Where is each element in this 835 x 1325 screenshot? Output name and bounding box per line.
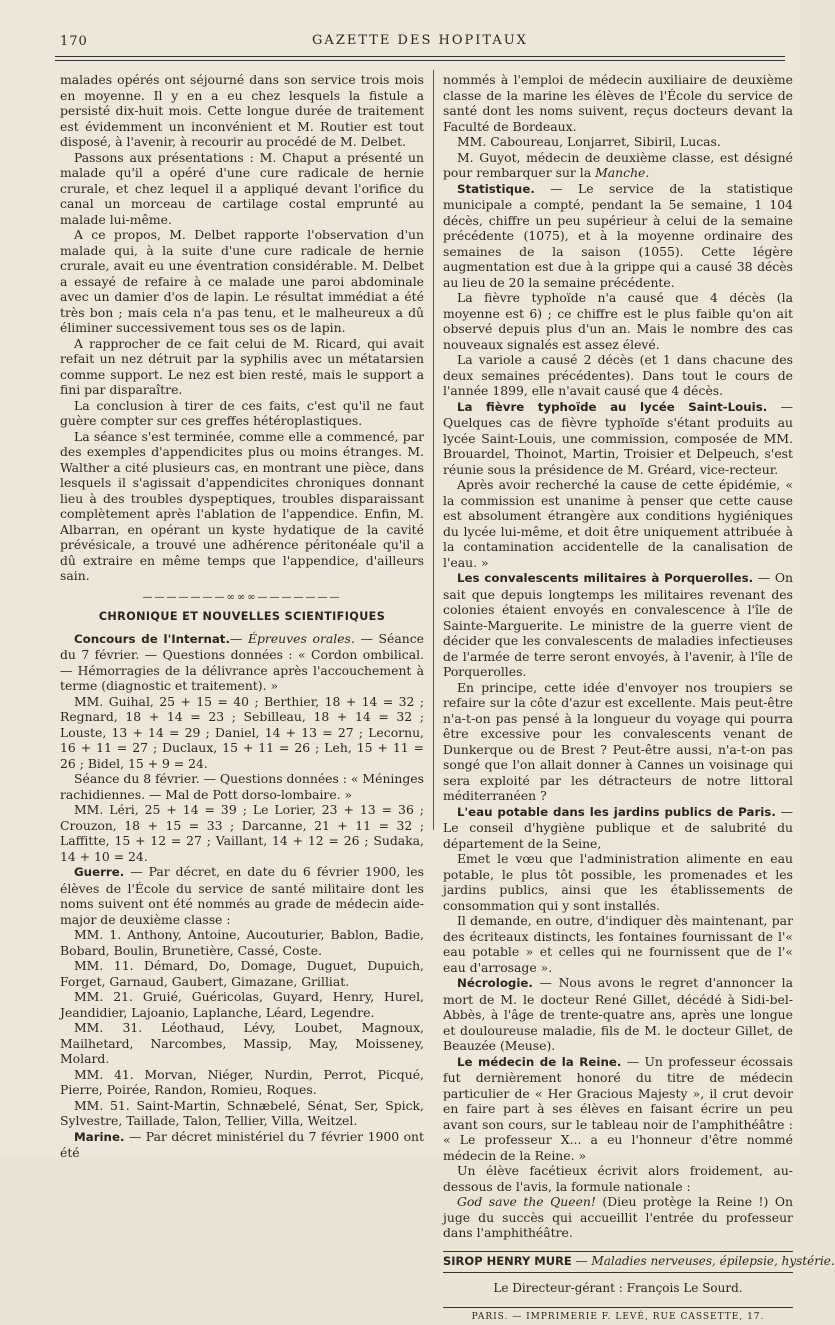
name-list: MM. 11. Démard, Do, Domage, Duguet, Dupuich, Forget, Garnaud, Gaubert, Gimazane, Grilliat. <box>60 958 424 989</box>
ad-brand: SIROP HENRY MURE <box>443 1254 572 1268</box>
ad-text: — Maladies nerveuses, épilepsie, hystérie. <box>576 1254 835 1268</box>
news-item-reine <box>443 1054 793 1164</box>
director-signature: Le Directeur-gérant : François Le Sourd. <box>443 1281 793 1297</box>
paragraph: En principe, cette idée d'envoyer nos troupiers se refaire sur la côte d'azur est excellente. Mais peut-être n'a-t-on pas pensé à la longueur du voyage qui pourra être excessive pour les convalescents venant de Dunkerque ou de Brest ? Peut-être aussi, n'a-t-on pas songé que l'on allait donner à Cannes un voisinage qui sera exploité par les détracteurs de notre littoral méditerranéen ? <box>443 680 793 804</box>
item-text: — Par décret, en date du 6 février 1900, les élèves de l'École du service de santé militaire dont les noms suivent ont été nommés au grade de médecin aide-major de deuxième classe : <box>60 864 424 927</box>
news-item-statistique <box>443 181 793 291</box>
item-emphasis: Épreuves orales. <box>248 631 355 646</box>
paragraph: nommés à l'emploi de médecin auxiliaire de deuxième classe de la marine les élèves de l'École du service de santé dont les noms suivent, reçus docteurs devant la Faculté de Bordeaux. <box>443 72 793 134</box>
quote-emphasis: God save the Queen! <box>457 1194 596 1209</box>
paragraph: La fièvre typhoïde n'a causé que 4 décès (la moyenne est 6) ; ce chiffre est le plus faible qu'on ait observé depuis plus d'un an. Mais le nombre des cas nouveaux signalés est assez élevé. <box>443 290 793 352</box>
item-lead: L'eau potable dans les jardins publics de Paris. <box>457 805 776 819</box>
paragraph: malades opérés ont séjourné dans son service trois mois en moyenne. Il y en a eu chez lesquels la fistule a persisté dix-huit mois. Cette longue durée de traitement est évidemment un inconvénient et M. Routier est tout disposé, à l'avenir, à recourir au procédé de M. Delbet. <box>60 72 424 150</box>
paragraph <box>443 1194 793 1241</box>
running-title: GAZETTE DES HOPITAUX <box>55 33 785 48</box>
item-text: — Par décret ministériel du 7 février 1900 ont été <box>60 1129 424 1161</box>
advertisement <box>443 1251 793 1274</box>
name-list: MM. 41. Morvan, Niéger, Nurdin, Perrot, Picqué, Pierre, Poirée, Randon, Romieu, Roques. <box>60 1067 424 1098</box>
item-lead: La fièvre typhoïde au lycée Saint-Louis. <box>457 400 767 414</box>
news-item-necrologie <box>443 975 793 1054</box>
name-list: MM. 1. Anthony, Antoine, Aucouturier, Bablon, Badie, Bobard, Boulin, Brunetière, Cassé, Coste. <box>60 927 424 958</box>
paragraph: La variole a causé 2 décès (et 1 dans chacune des deux semaines précédentes). Dans tout le cours de l'année 1899, elle n'avait causé que 4 décès. <box>443 352 793 399</box>
ornament-separator: ———————∞∞∞——————— <box>60 590 424 606</box>
item-lead: Le médecin de la Reine. <box>457 1055 621 1069</box>
item-text: — Séance du 7 février. — Questions données : « Cordon ombilical. — Hémorragies de la délivrance après l'accouchement à terme (diagnostic et traitement). » <box>60 631 424 694</box>
paragraph <box>443 150 793 181</box>
name-list: MM. 21. Gruié, Guéricolas, Guyard, Henry, Hurel, Jeandidier, Lajoanio, Laplanche, Léard, Legendre. <box>60 989 424 1020</box>
column-divider <box>433 70 434 830</box>
paragraph: A rapprocher de ce fait celui de M. Ricard, qui avait refait un nez détruit par la syphilis avec un métatarsien comme support. Le nez est bien resté, mais le support a fini par disparaître. <box>60 336 424 398</box>
paragraph: MM. Caboureau, Lonjarret, Sibiril, Lucas. <box>443 134 793 150</box>
section-title: CHRONIQUE ET NOUVELLES SCIENTIFIQUES <box>60 609 424 625</box>
item-text: — Un professeur écossais fut dernièrement honoré du titre de médecin particulier de « Her Gracious Majesty », il crut devoir en faire part à ses élèves en faisant écrire un peu avant son cours, sur le tableau noir de l'amphithéâtre : « Le professeur X... a eu l'honneur d'être nommé médecin de la Reine. » <box>443 1054 793 1163</box>
paragraph: Emet le vœu que l'administration alimente en eau potable, le plus tôt possible, les promenades et les jardins publics, ainsi que les établissements de consommation qui y sont installés. <box>443 851 793 913</box>
paragraph: Un élève facétieux écrivit alors froidement, au-dessous de l'avis, la formule nationale : <box>443 1163 793 1194</box>
item-text: — Quelques cas de fièvre typhoïde s'étant produits au lycée Saint-Louis, une commission, composée de MM. Brouardel, Thoinot, Martin, Troisier et Delpeuch, s'est réunie sous la présidence de M. Gréard, vice-recteur. <box>443 399 793 477</box>
paragraph: Séance du 8 février. — Questions données : « Méninges rachidiennes. — Mal de Pott dorso-lombaire. » <box>60 771 424 802</box>
printer-imprint: PARIS. — IMPRIMERIE F. LEVÉ, RUE CASSETTE, 17. <box>443 1307 793 1325</box>
item-lead: Guerre. <box>74 865 124 879</box>
news-item-lycee <box>443 399 793 478</box>
header-rule <box>55 56 785 57</box>
item-text: — Le conseil d'hygiène publique et de salubrité du département de la Seine, <box>443 804 793 851</box>
news-item-eau-potable <box>443 804 793 852</box>
item-text: — Le service de la statistique municipale a compté, pendant la 5e semaine, 1 104 décès, chiffre un peu supérieur à celui de la semaine précédente (1075), et à la moyenne ordinaire des semaines de la saison (1055). Cette légère augmentation est due à la grippe qui a causé 38 décès au lieu de 20 la semaine précédente. <box>443 181 793 290</box>
item-text: — On sait que depuis longtemps les militaires revenant des colonies étaient envoyés en convalescence à l'île de Sainte-Marguerite. Le ministre de la guerre vient de décider que les convalescents de maladies infectieuses de l'armée de terre seront envoyés, à l'avenir, à l'île de Porquerolles. <box>443 570 793 679</box>
news-item-marine <box>60 1129 424 1161</box>
item-lead: Les convalescents militaires à Porquerolles. <box>457 571 753 585</box>
item-lead: Statistique. <box>457 182 535 196</box>
paragraph: Il demande, en outre, d'indiquer dès maintenant, par des écriteaux distincts, les fontaines fournissant de l'« eau potable » et celles qui ne fournissent que de l'« eau d'arrosage ». <box>443 913 793 975</box>
name-list: MM. 31. Léothaud, Lévy, Loubet, Magnoux, Mailhetard, Narcombes, Massip, May, Moisseney, Molard. <box>60 1020 424 1067</box>
paragraph: La séance s'est terminée, comme elle a commencé, par des exemples d'appendicites plus ou moins étranges. M. Walther a cité plusieurs cas, en montrant une pièce, dans lesquels il s'agissait d'appendicites chroniques donnant lieu à des troubles dyspeptiques, troubles disparaissant complètement après l'ablation de l'appendice. Enfin, M. Albarran, en opérant un kyste hydatique de la cavité prévésicale, a trouvé une adhérence péritonéale qu'il a dû extraire en même temps que l'appendice, d'ailleurs sain. <box>60 429 424 584</box>
name-list: MM. 51. Saint-Martin, Schnæbelé, Sénat, Ser, Spick, Sylvestre, Taillade, Talon, Tellier, Villa, Weitzel. <box>60 1098 424 1129</box>
paragraph: A ce propos, M. Delbet rapporte l'observation d'un malade qui, à la suite d'une cure radicale de hernie crurale, avait eu une éventration considérable. M. Delbet a essayé de refaire à ce malade une paroi abdominale avec un damier d'os de lapin. Le résultat immédiat a été très bon ; mais cela n'a pas tenu, et le malheureux a dû éliminer successivement tous ses os de lapin. <box>60 227 424 336</box>
page-number: 170 <box>60 34 88 49</box>
item-lead: Marine. <box>74 1130 124 1144</box>
news-item-convalescents <box>443 570 793 680</box>
item-lead: Concours de l'Internat. <box>74 632 230 646</box>
paragraph: Passons aux présentations : M. Chaput a présenté un malade qu'il a opéré d'une cure radicale de hernie crurale, et chez lequel il a appliqué devant l'orifice du canal un morceau de cartilage costal emprunté au malade lui-même. <box>60 150 424 228</box>
text-run: M. Guyot, médecin de deuxième classe, est désigné pour rembarquer sur la <box>443 150 793 181</box>
paragraph: Après avoir recherché la cause de cette épidémie, « la commission est unanime à penser que cette cause est absolument étrangère aux conditions hygiéniques du lycée lui-même, et doit être uniquement attribuée à la contamination accidentelle de la canalisation de l'eau. » <box>443 477 793 570</box>
left-column <box>60 72 424 1161</box>
news-item-guerre <box>60 864 424 927</box>
score-list: MM. Léri, 25 + 14 = 39 ; Le Lorier, 23 + 13 = 36 ; Crouzon, 18 + 15 = 33 ; Darcanne, 21 + 11 = 32 ; Laffitte, 15 + 12 = 27 ; Vaillant, 14 + 12 = 26 ; Sudaka, 14 + 10 = 24. <box>60 802 424 864</box>
ship-name: Manche. <box>595 165 649 180</box>
news-item-internat: Concours de l'Internat.— Épreuves orales. — Séance du 7 février. — Questions données : « Cordon ombilical. — Hémorragies de la délivrance après l'accouchement à terme (diagnostic et traitement). » <box>60 631 424 694</box>
score-list: MM. Guihal, 25 + 15 = 40 ; Berthier, 18 + 14 = 32 ; Regnard, 18 + 14 = 23 ; Sebilleau, 18 + 14 = 32 ; Louste, 13 + 14 = 29 ; Daniel, 14 + 13 = 27 ; Lecornu, 16 + 11 = 27 ; Duclaux, 15 + 11 = 26 ; Leh, 15 + 11 = 26 ; Bidel, 15 + 9 = 24. <box>60 694 424 772</box>
page-header <box>55 30 785 52</box>
header-rule-thin <box>55 60 785 61</box>
text-run: (Dieu protège la Reine !) On juge du succès qui accueillit l'entrée du professeur dans l'amphithéâtre. <box>443 1194 793 1240</box>
item-lead: Nécrologie. <box>457 976 533 990</box>
item-text: — Nous avons le regret d'annoncer la mort de M. le docteur René Gillet, décédé à Sidi-bel-Abbès, à l'âge de trente-quatre ans, après une longue et douloureuse maladie, fils de M. le docteur Gillet, de Beauzée (Meuse). <box>443 975 793 1053</box>
right-column <box>443 72 793 1325</box>
paragraph: La conclusion à tirer de ces faits, c'est qu'il ne faut guère compter sur ces greffes hétéroplastiques. <box>60 398 424 429</box>
